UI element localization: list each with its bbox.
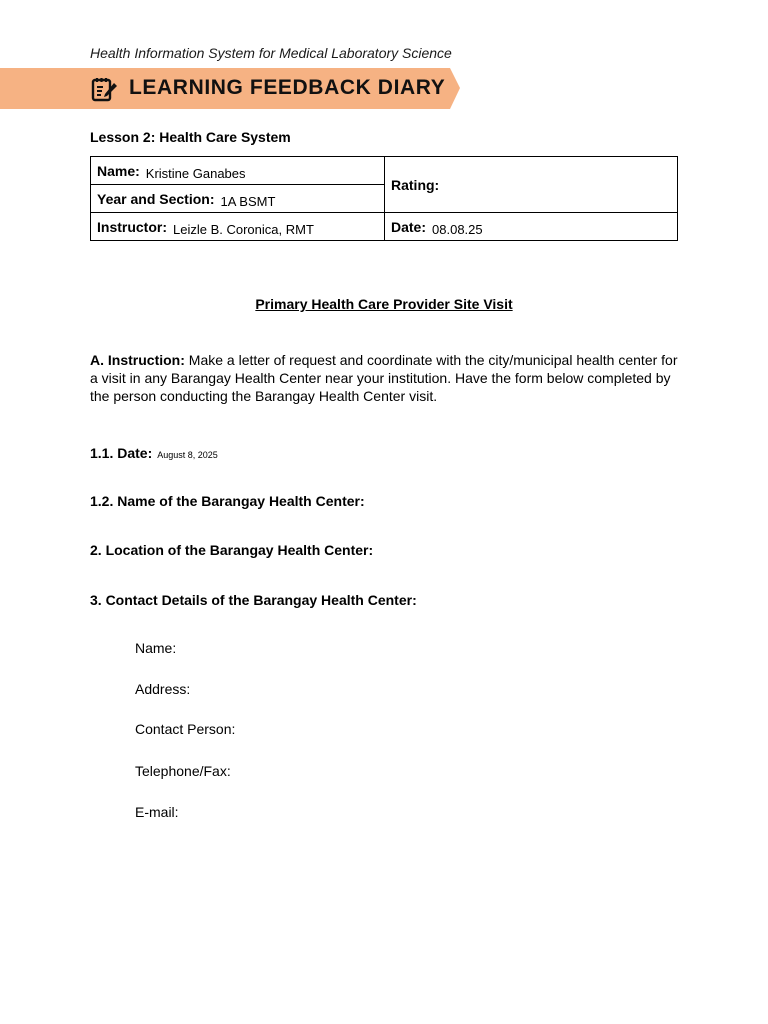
instruction-label: A. Instruction:	[90, 352, 185, 368]
instructor-value: Leizle B. Coronica, RMT	[173, 221, 314, 237]
question-date-label: 1.1. Date:	[90, 445, 153, 461]
question-date	[90, 445, 218, 461]
document-subtitle: Health Information System for Medical Laboratory Science	[90, 45, 452, 61]
question-center-name: 1.2. Name of the Barangay Health Center:	[90, 493, 365, 509]
question-contact-details: 3. Contact Details of the Barangay Health Center:	[90, 592, 417, 608]
contact-email-field: E-mail:	[135, 804, 179, 820]
student-info-table	[90, 156, 678, 241]
section-heading: Primary Health Care Provider Site Visit	[255, 296, 513, 312]
instruction-text: Make a letter of request and coordinate with the city/municipal health center for a visit in any Barangay Health Center near your institution. Have the form below completed by the person conducting the Barangay Health Center visit.	[90, 352, 678, 404]
year-section-cell	[91, 185, 385, 213]
lesson-title: Lesson 2: Health Care System	[90, 129, 291, 145]
date-cell	[385, 213, 678, 241]
banner-title: LEARNING FEEDBACK DIARY	[129, 76, 446, 99]
date-value: 08.08.25	[432, 221, 483, 237]
name-value: Kristine Ganabes	[145, 165, 246, 181]
year-section-value: 1A BSMT	[220, 193, 276, 209]
question-location: 2. Location of the Barangay Health Center:	[90, 542, 374, 558]
rating-cell	[385, 157, 678, 213]
contact-person-field: Contact Person:	[135, 721, 236, 737]
contact-address-field: Address:	[135, 681, 191, 697]
year-section-label: Year and Section:	[97, 190, 215, 207]
contact-telephone-field: Telephone/Fax:	[135, 763, 231, 779]
instruction-paragraph	[90, 351, 680, 405]
question-date-value: August 8, 2025	[157, 450, 218, 460]
name-label: Name:	[97, 162, 140, 179]
instructor-cell	[91, 213, 385, 241]
contact-name-field: Name:	[135, 640, 177, 656]
notepad-pencil-icon	[90, 75, 118, 103]
date-label: Date:	[391, 218, 427, 235]
rating-label: Rating:	[391, 176, 440, 193]
instructor-label: Instructor:	[97, 218, 167, 235]
name-cell	[91, 157, 385, 185]
